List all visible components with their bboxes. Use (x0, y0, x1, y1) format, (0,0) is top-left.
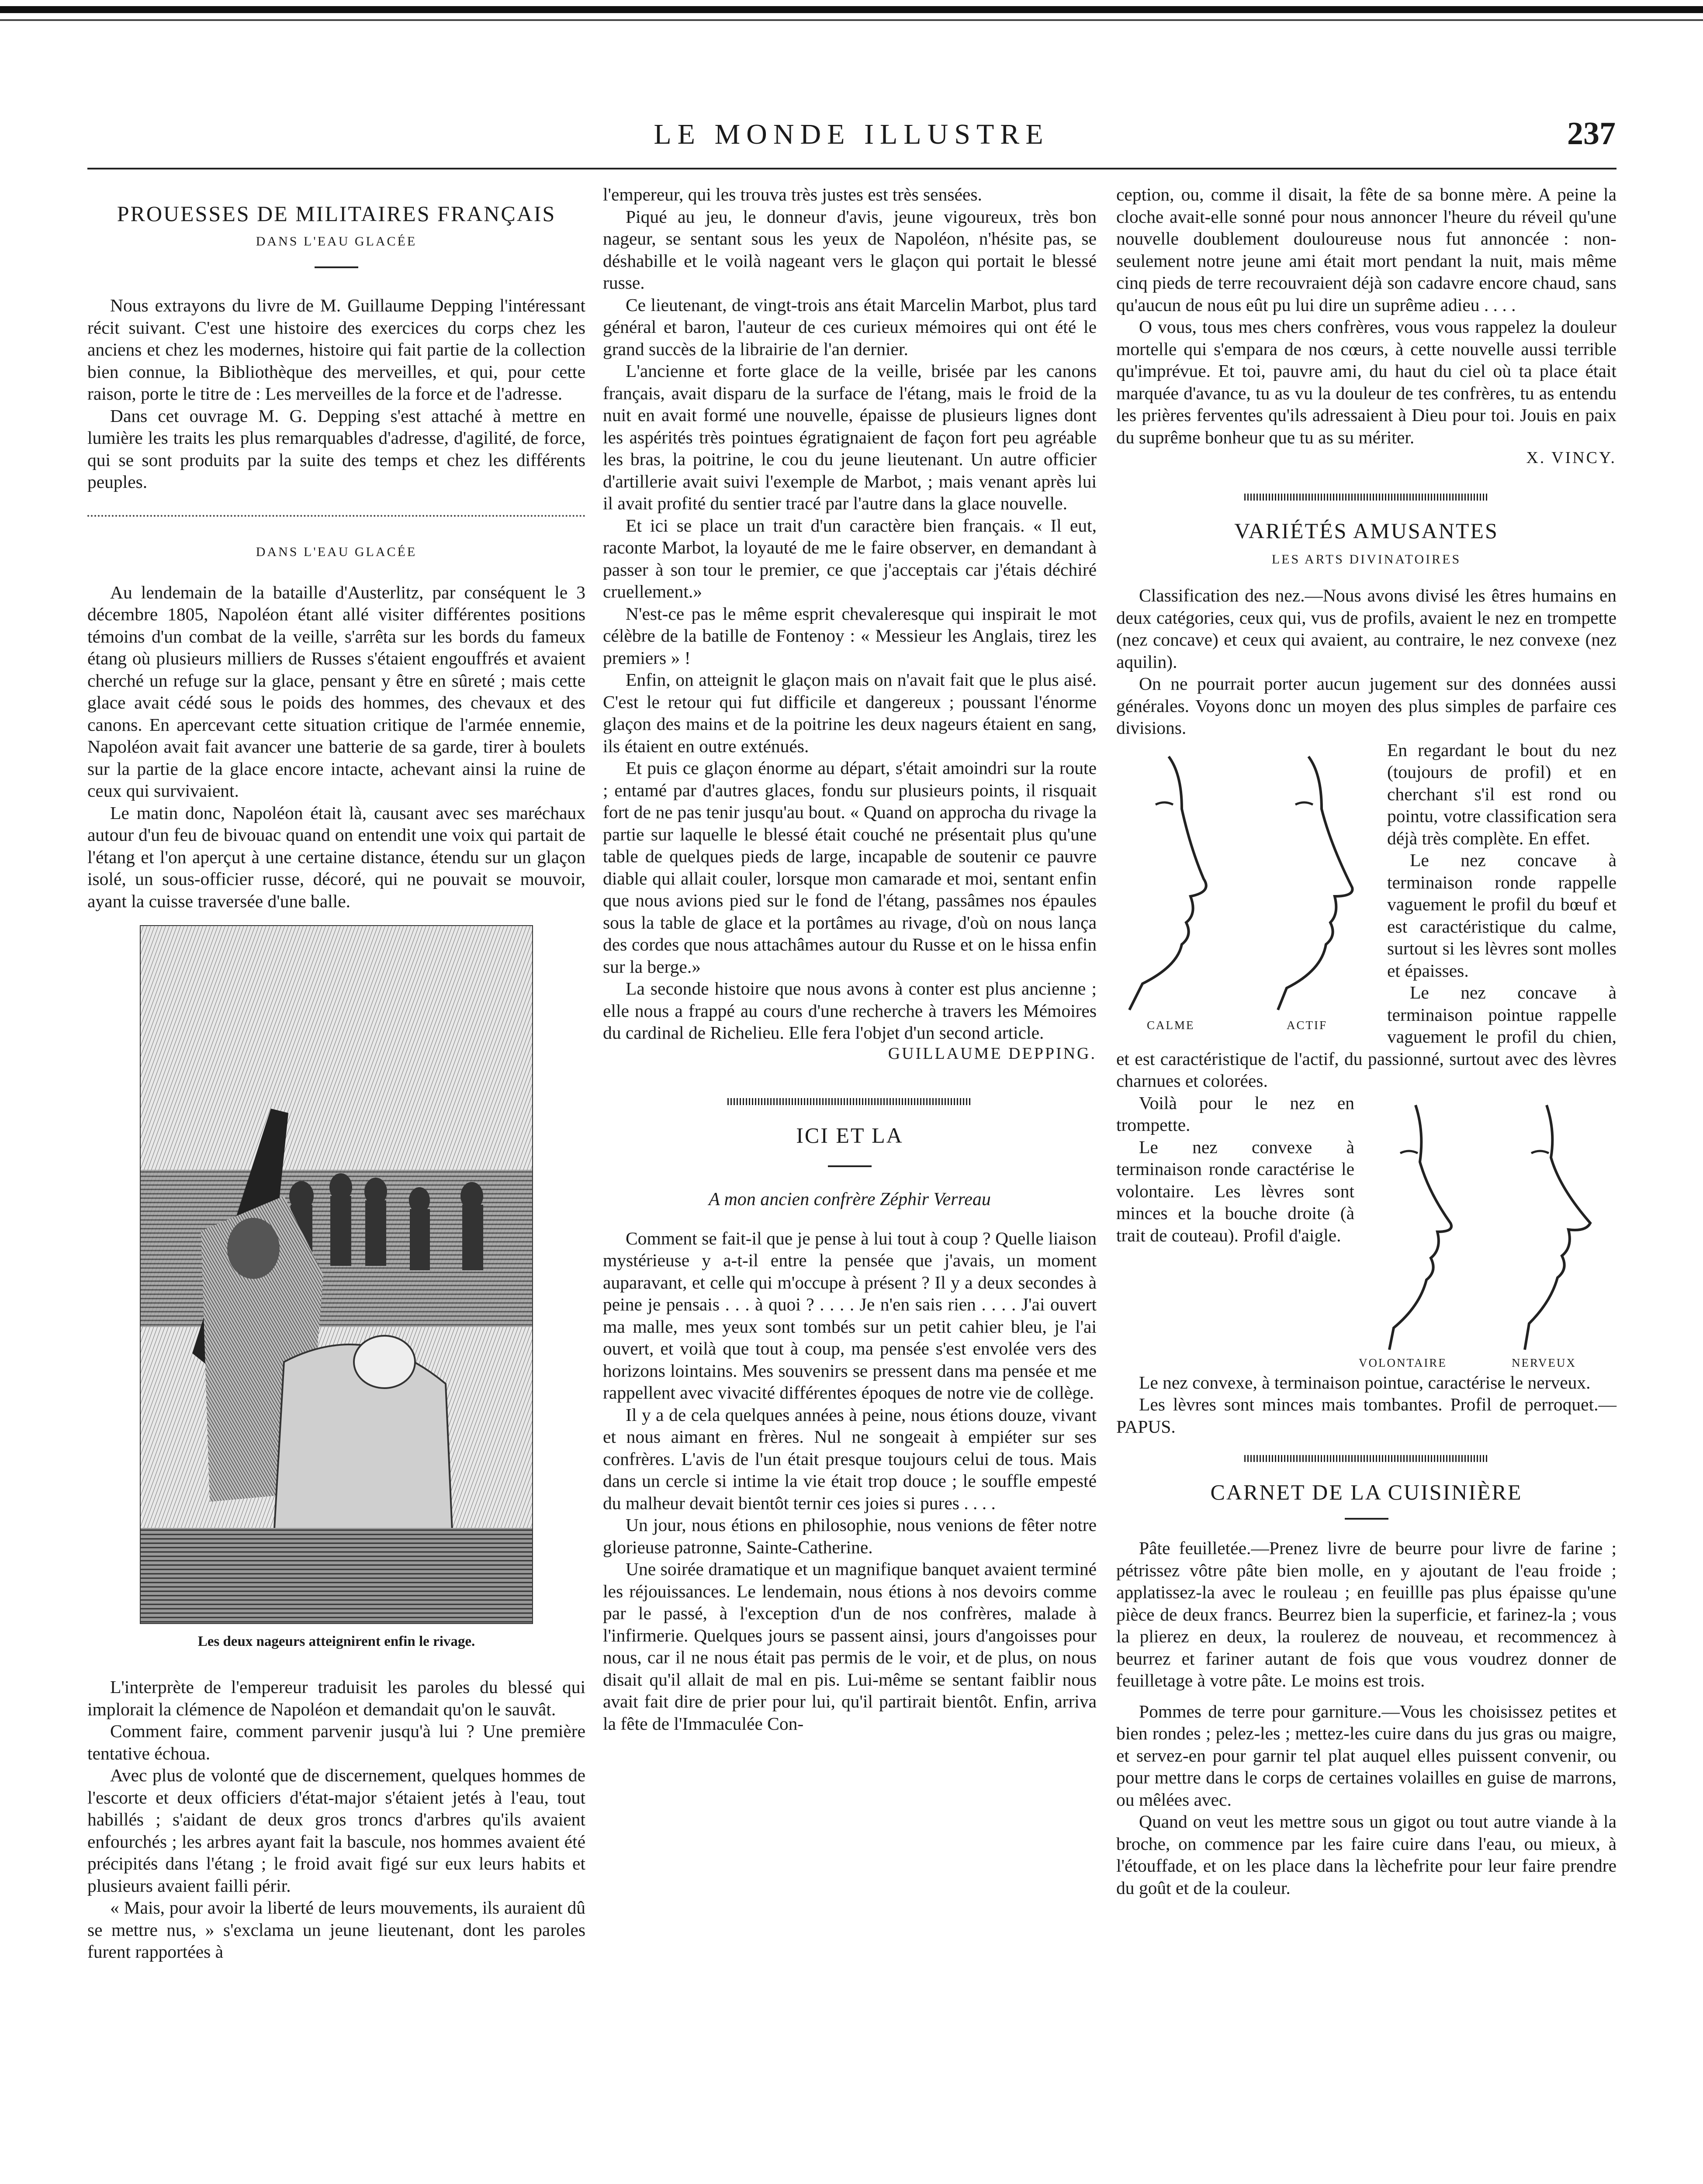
author-signature: X. VINCY. (1526, 449, 1616, 467)
varietes-paragraph: Voilà pour le nez en trompette. (1116, 1092, 1354, 1135)
article-paragraph: Piqué au jeu, le donneur d'avis, jeune vigoureux, très bon nageur, se sentant sous les yeux de Napoléon, n'hésite pas, se déshabille et le voilà nageant vers le glaçon qui portait le blessé russe. (603, 206, 1097, 293)
column-1 (87, 183, 585, 1963)
ici-paragraph: Une soirée dramatique et un magnifique banquet avaient terminé les réjouissances. Le lendemain, nous étions à nos devoirs comme par le passé, à l'exception d'un de nos confrères, malade à l'infirmerie. Quelques jours se passent ainsi, jours d'angoisses pour nous, car il ne nous était pas permis de le voir, et de plus, on nous disait qu'il allait de mal en pis. Lui-même se sentant faiblir nous avait fait dire de prier pour lui, qu'il partirait bientôt. Enfin, arriva la fête de l'Immaculée Con- (603, 1559, 1097, 1734)
ici-paragraph: O vous, tous mes chers confrères, vous vous rappelez la douleur mortelle qui s'empara de nos cœurs, à cette nouvelle aussi terrible qu'imprévue. Et toi, pauvre ami, du haut du ciel où ta place était marquée d'avance, tu as vu la douleur de tes confrères, tu as entendu les prières ferventes qu'ils adressaient à Dieu pour toi. Jouis en paix du suprême bonheur que tu as su mériter. (1116, 317, 1616, 447)
masthead (0, 118, 1703, 153)
article-paragraph: Et ici se place un trait d'un caractère bien français. « Il eut, raconte Marbot, la loyauté de me le faire observer, en demandant à passer à son tour le premier, ce que j'acceptais car j'étais déchiré cruellement.» (603, 515, 1097, 601)
ici-paragraph: Un jour, nous étions en philosophie, nous venions de fêter notre glorieuse patronne, Sainte-Catherine. (603, 1515, 1097, 1557)
story-paragraph: Comment faire, comment parvenir jusqu'à lui ? Une première tentative échoua. (87, 1721, 585, 1763)
intro-paragraph: Dans cet ouvrage M. G. Depping s'est attaché à mettre en lumière les traits les plus remarquables d'adresse, d'agilité, de force, qui se sont produits par la suite des temps et chez les différents peuples. (87, 405, 585, 492)
varietes-paragraph: Le nez convexe, à terminaison pointue, caractérise le nerveux. (1139, 1372, 1591, 1393)
ici-paragraph: ception, ou, comme il disait, la fête de sa bonne mère. A peine la cloche avait-elle sonné pour nous annoncer l'heure du réveil qu'une nouvelle doublement douloureuse nous fut annoncée : non-seulement notre jeune ami était mort pendant la nuit, mais même cinq pieds de terre recouvraient déjà son cadavre encore chaud, sans qu'aucun de nous eût pu lui dire un suprême adieu . . . . (1116, 184, 1616, 315)
section-title: CARNET DE LA CUISINIÈRE (1210, 1480, 1523, 1504)
article-paragraph: N'est-ce pas le même esprit chevaleresque qui inspirait le mot célèbre de la batille de Fontenoy : « Messieur les Anglais, tirez les premiers » ! (603, 603, 1097, 668)
story-paragraph: Au lendemain de la bataille d'Austerlitz, par conséquent le 3 décembre 1805, Napoléon étant allé visiter différentes positions témoins d'un combat de la veille, s'arrêta sur les bords du fameux étang où plusieurs milliers de Russes s'étaient engouffrés et avaient cherché un refuge sur la glace, pensant y être en sûreté ; mais cette glace avait cédé sous le poids des hommes, des chevaux et des canons. En apercevant cette situation critique de l'armée ennemie, Napoléon avait fait avancer une batterie de sa garde, tirer à boulets sur la partie de la glace encore intacte, achevant ainsi la ruine de ceux qui survivaient. (87, 582, 585, 801)
engraving-illustration (140, 925, 533, 1624)
varietes-paragraph: On ne pourrait porter aucun jugement sur des données aussi générales. Voyons donc un moyen des plus simples de parfaire ces divisions. (1116, 674, 1616, 738)
illustration-caption: Les deux nageurs atteignirent enfin le rivage. (197, 1634, 475, 1649)
section-title: ICI ET LA (796, 1123, 903, 1147)
section-separator (1244, 1455, 1489, 1462)
profiles-figure-1 (1116, 739, 1387, 1036)
column-3 (1116, 183, 1616, 1899)
recipe-paragraph: Pâte feuilletée.—Prenez livre de beurre pour livre de farine ; pétrissez vôtre pâte bien molle, en y ajoutant de l'eau froide ; applatissez-la avec le rouleau ; en feuillle pas plus épaisse qu'une pièce de deux francs. Beurrez bien la superficie, et farinez-la ; vous la plierez en deux, la roulerez de nouveau, et recommencez à beurrez et fariner autant de fois que vous voudrez donner de feuilletage à votre pâte. Le moins est trois. (1116, 1538, 1616, 1690)
section-separator (1244, 494, 1489, 501)
varietes-paragraph: Le nez convexe à terminaison ronde caractérise le volontaire. Les lèvres sont minces et la bouche droite (à trait de couteau). Profil d'aigle. (1116, 1137, 1354, 1245)
article-title: PROUESSES DE MILITAIRES FRANÇAIS (117, 201, 556, 226)
story-paragraph: Avec plus de volonté que de discernement, quelques hommes de l'escorte et deux officiers d'état-major s'étaient jetés à l'eau, tout habillés ; s'aidant de deux gros troncs d'arbres qu'ils avaient enfourchés ; les arbres ayant fait la bascule, nos hommes avaient été précipités dans l'étang ; le froid avait figé sur eux leurs habits et plusieurs avaient failli périr. (87, 1765, 585, 1896)
figure-label: CALME (1147, 1018, 1195, 1032)
newspaper-title: LE MONDE ILLUSTRE (654, 118, 1049, 150)
column-2 (603, 183, 1097, 1735)
varietes-paragraph: Classification des nez.—Nous avons divisé les êtres humains en deux catégories, ceux qui, vus de profils, avaient le nez en trompette (nez concave) et ceux qui avaient, au contraire, le nez convexe (nez aquilin). (1116, 585, 1616, 672)
figure-label: VOLONTAIRE (1359, 1356, 1447, 1369)
header-rule (87, 168, 1616, 169)
article-paragraph: l'empereur, qui les trouva très justes est très sensées. (603, 184, 982, 204)
story-paragraph: L'interprète de l'empereur traduisit les paroles du blessé qui implorait la clémence de Napoléon et demandait qu'on le sauvât. (87, 1677, 585, 1719)
swimmers-engraving (140, 925, 533, 1624)
story-paragraph: « Mais, pour avoir la liberté de leurs mouvements, ils auraient dû se mettre nus, » s'exclama un jeune lieutenant, dont les paroles furent rapportées à (87, 1897, 585, 1962)
profiles-figure-2 (1354, 1092, 1616, 1372)
article-subtitle: DANS L'EAU GLACÉE (256, 234, 417, 249)
article-paragraph: Ce lieutenant, de vingt-trois ans était Marcelin Marbot, plus tard général et baron, l'auteur de ces curieux mémoires qui ont été le grand succès de la librairie de l'an dernier. (603, 294, 1097, 359)
page-number: 237 (1567, 116, 1616, 152)
section-subtitle: DANS L'EAU GLACÉE (256, 544, 417, 559)
varietes-paragraph: En regardant le bout du nez (toujours de profil) et en cherchant s'il est rond ou pointu, votre classification sera déjà très complète. En effet. (1387, 740, 1616, 848)
section-subtitle: LES ARTS DIVINATOIRES (1271, 552, 1461, 567)
ici-paragraph: Comment se fait-il que je pense à lui tout à coup ? Quelle liaison mystérieuse y a-t-il entre la pensée que j'avais, un moment auparavant, et celle qui m'occupe à présent ? Il y a deux secondes à peine je pensais . . . à quoi ? . . . . Je n'en sais rien . . . . J'ai ouvert ma malle, mes yeux sont tombés sur un petit cahier bleu, je l'ai ouvert, et voilà que tout à coup, ma pensée s'est envolée vers des horizons lointains. Mes souvenirs se pressent dans ma pensée et me rappellent avec vivacité différentes époques de notre vie de collège. (603, 1228, 1097, 1403)
figure-label: ACTIF (1287, 1018, 1328, 1032)
top-border (0, 6, 1703, 13)
ici-paragraph: Il y a de cela quelques années à peine, nous étions douze, vivant et nous aimant en frères. Nul ne songeait à empiéter sur ses confrères. L'avis de l'un était presque toujours celui de tous. Mais dans un cercle si intime la vie était trop douce ; le souffle empesté du malheur devait bientôt ternir ces joies si pures . . . . (603, 1404, 1097, 1513)
article-paragraph: Enfin, on atteignit le glaçon mais on n'avait fait que le plus aisé. C'est le retour qui fut difficile et dangereux ; poussant l'énorme glaçon des mains et de la poitrine les deux nageurs étaient en sang, ils étaient en outre exténués. (603, 670, 1097, 756)
dedication: A mon ancien confrère Zéphir Verreau (709, 1189, 991, 1209)
author-signature: GUILLAUME DEPPING. (888, 1044, 1097, 1063)
nose-profiles-drawing (1116, 739, 1387, 1014)
varietes-paragraph: Le nez concave à terminaison ronde rappelle vaguement le profil du bœuf et est caractéristique du calme, surtout si les lèvres sont molles et épaisses. (1387, 850, 1616, 981)
varietes-paragraph: Les lèvres sont minces mais tombantes. Profil de perroquet.—PAPUS. (1116, 1394, 1616, 1437)
recipe-paragraph: Pommes de terre pour garniture.—Vous les choisissez petites et bien rondes ; pelez-les ; mettez-les cuire dans du jus gras ou maigre, et servez-en pour garnir tel plat auquel elles puissent convenir, ou pour mettre dans le corps de certaines volailles en guise de marrons, ou mêlées avec. (1116, 1701, 1616, 1810)
figure-label: NERVEUX (1512, 1356, 1576, 1369)
article-paragraph: La seconde histoire que nous avons à conter est plus ancienne ; elle nous a frappé au cours d'une recherche à travers les Mémoires du cardinal de Richelieu. Elle fera l'objet d'un second article. (603, 978, 1097, 1043)
nose-profiles-drawing (1354, 1092, 1616, 1354)
article-paragraph: Et puis ce glaçon énorme au départ, s'était amoindri sur la route ; entamé par d'autres glaces, fondu sur plusieurs points, il risquait fort de ne pas tenir jusqu'au bout. « Quand on approcha du rivage la partie sur laquelle le blessé était couché ne présentait plus qu'une table de quelques pieds de large, incapable de soutenir ce pauvre diable qui allait couler, lorsque mon camarade et moi, sentant enfin que nous avions pied sur le fond de l'étang, passâmes nos épaules sous la table de glace et la portâmes au rivage, d'où on nous lança des cordes que nous attachâmes autour du Russe et on le hissa enfin sur la berge.» (603, 758, 1097, 977)
section-separator (727, 1098, 972, 1105)
article-paragraph: L'ancienne et forte glace de la veille, brisée par les canons français, avait disparu de la surface de l'étang, mais le froid de la nuit en avait formé une nouvelle, épaisse de plusieurs lignes dont les aspérités très pointues égratignaient de façon fort peu agréable les bras, la poitrine, le cou du jeune lieutenant. Un autre officier d'artillerie avait suivi l'exemple de Marbot, ; mais venant après lui il avait profité du sentier tracé par l'autre dans la glace nouvelle. (603, 361, 1097, 513)
section-title: VARIÉTÉS AMUSANTES (1234, 518, 1499, 543)
varietes-paragraph: Le nez concave à terminaison pointue rappelle vaguement le profil du chien, et est caractéristique de l'actif, du passionné, surtout avec des lèvres charnues et colorées. (1116, 982, 1616, 1091)
recipe-paragraph: Quand on veut les mettre sous un gigot ou tout autre viande à la broche, on commence par les faire cuire dans l'eau, ou mieux, à l'étouffade, et on les place dans la lèchefrite pour leur faire prendre du goût et de la couleur. (1116, 1811, 1616, 1898)
intro-paragraph: Nous extrayons du livre de M. Guillaume Depping l'intéressant récit suivant. C'est une histoire des exercices du corps chez les anciens et chez les modernes, histoire qui fait partie de la collection bien connue, la Bibliothèque des merveilles, et qui, pour cette raison, porte le titre de : Les merveilles de la force et de l'adresse. (87, 295, 585, 404)
top-border-thin (0, 19, 1703, 21)
story-paragraph: Le matin donc, Napoléon était là, causant avec ses maréchaux autour d'un feu de bivouac quand on entendit une voix qui partait de l'étang et l'on aperçut à une certaine distance, étendu sur un glaçon isolé, un sous-officier russe, décoré, qui ne pouvait se mouvoir, ayant la cuisse traversée d'une balle. (87, 802, 585, 911)
